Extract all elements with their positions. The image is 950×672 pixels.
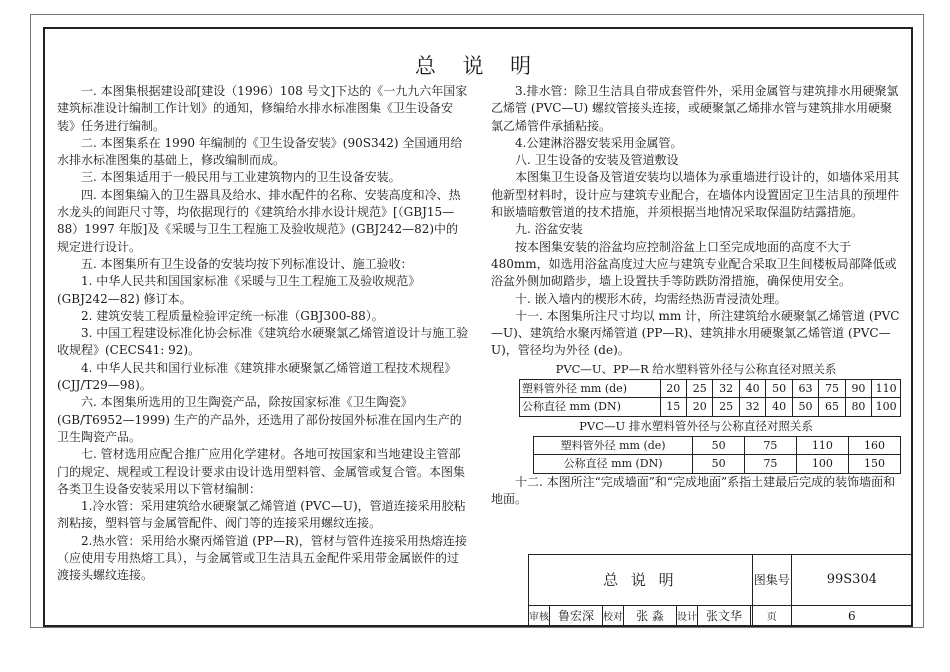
table-row-label: 塑料管外径 mm (de) — [534, 436, 693, 454]
left-paragraph: 四. 本图集编入的卫生器具及给水、排水配件的名称、安装高度和冷、热水龙头的间距尺寸等，均依据现行的《建筑给水排水设计规范》[（GBJ15—88）1997 年版]及《采暖与卫生工程施工及验收规范》(GBJ242—82)中的规定进行设计。 — [57, 187, 461, 254]
table-cell: 32 — [739, 398, 765, 416]
table-cell: 20 — [687, 398, 713, 416]
left-paragraph: 二. 本图集系在 1990 年编制的《卫生设备安装》(90S342) 全国通用给水排水标准图集的基础上，修改编制而成。 — [57, 135, 463, 168]
left-paragraph: 2.热水管：采用给水聚丙烯管道 (PP—R)，管材与管件连接采用热熔连接（应使用专用热熔工具），与金属管或卫生洁具五金配件采用带金属嵌件的过渡接头螺纹连接。 — [57, 533, 467, 583]
left-paragraph: 五. 本图集所有卫生设备的安装均按下列标准设计、施工验收： — [81, 256, 413, 271]
table-cell: 50 — [693, 436, 745, 454]
drain-pipe-size-table — [533, 436, 901, 474]
table-cell: 150 — [848, 455, 900, 473]
right-paragraph: 十. 嵌入墙内的楔形木砖，均需经热沥青浸渍处理。 — [515, 291, 787, 306]
table-cell: 65 — [819, 398, 845, 416]
review-label: 审核 — [529, 605, 550, 626]
table-cell: 75 — [745, 455, 797, 473]
table-row — [534, 436, 901, 454]
table-cell: 40 — [739, 380, 765, 398]
title-block-table — [528, 554, 913, 627]
title-block-row — [529, 605, 913, 626]
left-paragraph: 三. 本图集适用于一般民用与工业建筑物内的卫生设备安装。 — [81, 170, 401, 185]
left-paragraph: 3. 中国工程建设标准化协会标准《建筑给水硬聚氯乙烯管道设计与施工验收规程》(CECS41: 92)。 — [57, 326, 469, 358]
table-cell: 160 — [848, 436, 900, 454]
table-cell: 50 — [766, 380, 792, 398]
table-cell: 80 — [845, 398, 871, 416]
table-cell: 100 — [796, 455, 848, 473]
table-row-label: 公称直径 mm (DN) — [534, 455, 693, 473]
left-paragraph: 1. 中华人民共和国国家标准《采暖与卫生工程施工及验收规范》(GBJ242—82) 修订本。 — [57, 274, 421, 306]
atlas-code-label: 图集号 — [752, 555, 791, 606]
checker-name: 张 淼 — [624, 605, 677, 626]
page-label: 页 — [752, 605, 791, 626]
table-cell: 25 — [687, 380, 713, 398]
left-paragraph: 六. 本图集所选用的卫生陶瓷产品，除按国家标准《卫生陶瓷》(GB/T6952—1999) 生产的产品外，还选用了部份按国外标准在国内生产的卫生陶瓷产品。 — [57, 395, 462, 444]
table-row — [520, 380, 901, 398]
water-pipe-size-table — [519, 379, 901, 417]
sheet-title: 总 说 明 — [529, 555, 753, 606]
table-row — [534, 455, 901, 473]
table-cell: 75 — [745, 436, 797, 454]
left-paragraph: 1.冷水管：采用建筑给水硬聚氯乙烯管道 (PVC—U)，管道连接采用胶粘剂粘接，塑料管与金属管配件、阀门等的连接采用螺纹连接。 — [57, 499, 466, 531]
left-paragraph: 七. 管材选用应配合推广应用化学建材。各地可按国家和当地建设主管部门的规定、规程或工程设计要求由设计选用塑料管、金属管或复合管。本图集各类卫生设备安装采用以下管材编制： — [57, 447, 466, 496]
left-paragraph: 一. 本图集根据建设部[建设（1996）108 号文]下达的《一九九六年国家建筑标准设计编制工作计划》的通知，修编给水排水标准图集《卫生设备安装》任务进行编制。 — [57, 84, 468, 133]
right-column — [491, 83, 901, 508]
table-cell: 75 — [819, 380, 845, 398]
right-paragraph: 本图集卫生设备及管道安装均以墙体为承重墙进行设计的，如墙体采用其他新型材料时，设计应与建筑专业配合，在墙体内设置固定卫生洁具的预埋件和嵌墙暗敷管道的技术措施，并须根据当地情况采取保温防结露措施。 — [491, 170, 900, 220]
right-paragraph: 九. 浴盆安装 — [515, 222, 583, 237]
designer-name: 张文华 — [698, 605, 751, 626]
table-row — [520, 398, 901, 416]
right-paragraph: 八. 卫生设备的安装及管道敷设 — [515, 153, 679, 168]
table-cell: 90 — [845, 380, 871, 398]
table2-caption: PVC—U 排水塑料管外径与公称直径对照关系 — [579, 418, 813, 433]
table-cell: 50 — [792, 398, 818, 416]
table-cell: 20 — [660, 380, 686, 398]
table-cell: 63 — [792, 380, 818, 398]
title-block — [528, 554, 913, 627]
table-row-label: 公称直径 mm (DN) — [520, 398, 661, 416]
table-row-label: 塑料管外径 mm (de) — [520, 380, 661, 398]
left-paragraph: 4. 中华人民共和国行业标准《建筑排水硬聚氯乙烯管道工程技术规程》(CJJ/T29—98)。 — [57, 360, 457, 393]
left-paragraph: 2. 建筑安装工程质量检验评定统一标准（GBJ300-88）。 — [81, 308, 384, 323]
right-paragraph: 按本图集安装的浴盆均应控制浴盆上口至完成地面的高度不大于480mm，如选用浴盆高度过大应与建筑专业配合采取卫生间楼板局部降低或浴盆外侧加砌踏步，墙上设置扶手等防跌防滑措施，确保使用安全。 — [491, 239, 897, 289]
page-title: 总 说 明 — [414, 54, 542, 78]
right-paragraph: 4.公建淋浴器安装采用金属管。 — [515, 135, 683, 150]
table-cell: 40 — [766, 398, 792, 416]
atlas-code: 99S304 — [791, 555, 912, 606]
title-block-row — [529, 555, 913, 606]
table1-caption: PVC—U、PP—R 给水塑料管外径与公称直径对照关系 — [555, 361, 837, 376]
design-label: 设计 — [677, 605, 698, 626]
right-paragraph: 3.排水管：除卫生洁具自带成套管件外，采用金属管与建筑排水用硬聚氯乙烯管 (PVC—U) 螺纹管接头连接，或硬聚氯乙烯排水管与建筑排水用硬聚氯乙烯管件承插粘接。 — [491, 84, 899, 133]
reviewer-name: 鲁宏深 — [550, 605, 603, 626]
left-column — [57, 83, 469, 585]
table-cell: 110 — [796, 436, 848, 454]
right-paragraph: 十一. 本图集所注尺寸均以 mm 计，所注建筑给水硬聚氯乙烯管道 (PVC—U)、建筑给水聚丙烯管道 (PP—R)、建筑排水用硬聚氯乙烯管道 (PVC—U)，管径均为外径 (de)。 — [491, 308, 900, 358]
table-cell: 50 — [693, 455, 745, 473]
table-cell: 110 — [872, 380, 901, 398]
table-cell: 25 — [713, 398, 739, 416]
table-cell: 100 — [872, 398, 901, 416]
page-number: 6 — [791, 605, 912, 626]
table-cell: 15 — [660, 398, 686, 416]
drawing-frame — [43, 27, 913, 627]
check-label: 校对 — [603, 605, 624, 626]
table-cell: 32 — [713, 380, 739, 398]
right-paragraph: 十二. 本图所注“完成墙面”和“完成地面”系指土建最后完成的装饰墙面和地面。 — [491, 474, 896, 506]
